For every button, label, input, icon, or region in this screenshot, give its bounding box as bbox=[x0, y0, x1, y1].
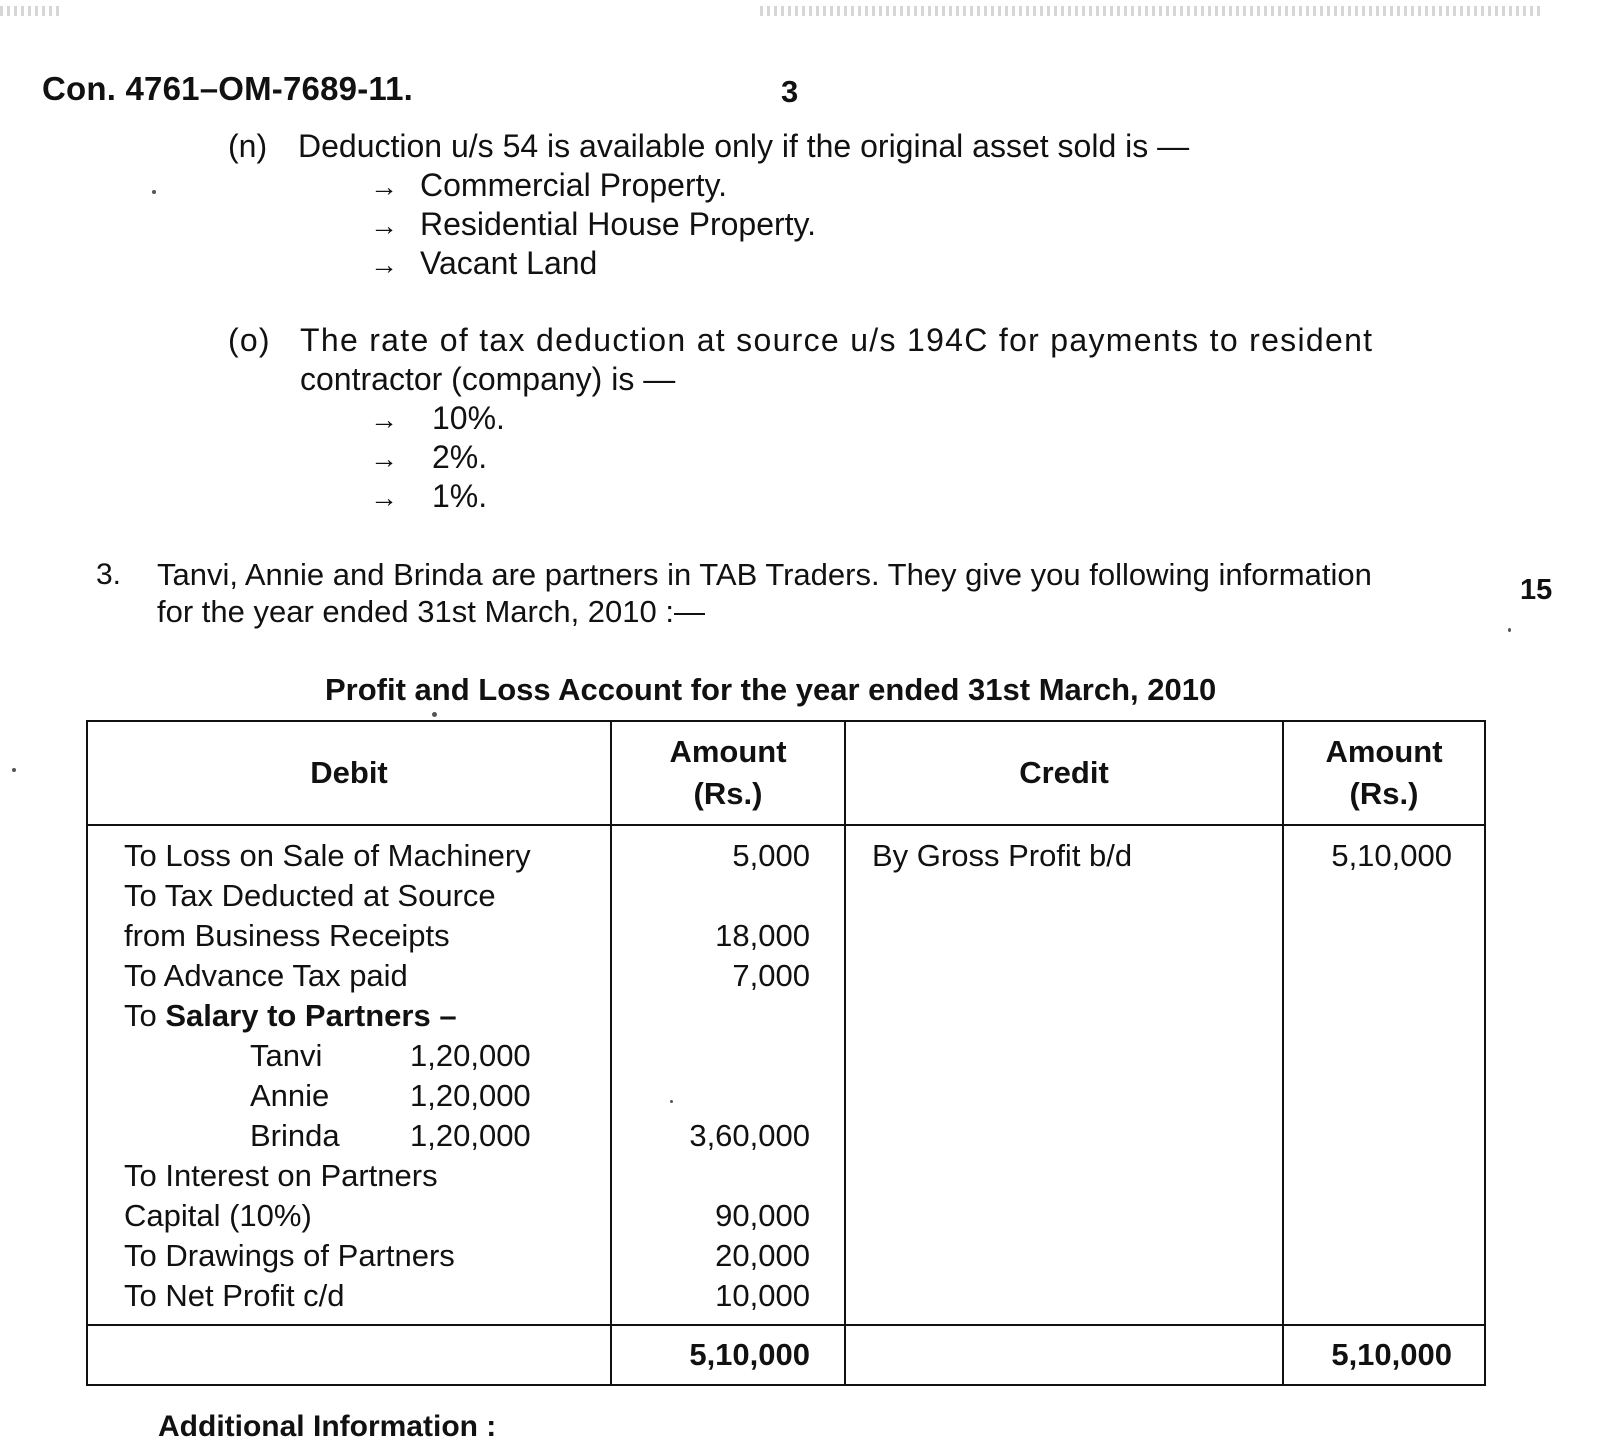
credit-amounts-cell bbox=[1283, 825, 1485, 1325]
question-o-text-line1: The rate of tax deduction at source u/s 194C for payments to resident bbox=[300, 322, 1374, 358]
debit-header: Debit bbox=[87, 721, 611, 825]
profit-loss-table bbox=[86, 720, 1486, 1386]
partner-salary-row: Tanvi 1,20,000 bbox=[250, 1038, 531, 1073]
arrow-right-icon: → bbox=[370, 482, 398, 513]
scan-speck bbox=[670, 1100, 673, 1103]
total-row bbox=[87, 1325, 1485, 1385]
table-body-row bbox=[87, 825, 1485, 1325]
question-n-label: (n) bbox=[228, 128, 268, 164]
scan-speck bbox=[432, 712, 437, 717]
credit-total: 5,10,000 bbox=[1283, 1325, 1485, 1385]
debit-amount: 90,000 bbox=[715, 1198, 810, 1233]
salary-heading-line: To Salary to Partners – bbox=[124, 998, 457, 1033]
scan-noise bbox=[0, 6, 60, 16]
question-n-text: Deduction u/s 54 is available only if the original asset sold is — bbox=[298, 128, 1190, 164]
credit-line: By Gross Profit b/d bbox=[872, 838, 1133, 873]
arrow-right-icon: → bbox=[370, 210, 398, 241]
question-o-option: → 10%. bbox=[370, 400, 505, 436]
pl-account-title: Profit and Loss Account for the year ended 31st March, 2010 bbox=[325, 672, 1217, 707]
paper-code: Con. 4761–OM-7689-11. bbox=[42, 70, 414, 107]
partner-salary-row: Brinda 1,20,000 bbox=[250, 1118, 531, 1153]
question-3-marks: 15 bbox=[1520, 574, 1553, 606]
debit-amount: 7,000 bbox=[732, 958, 810, 993]
question-o-label: (o) bbox=[228, 322, 271, 358]
question-o-option: → 2%. bbox=[370, 439, 488, 475]
question-o-option: → 1%. bbox=[370, 478, 488, 514]
debit-line: To Interest on Partners bbox=[124, 1158, 438, 1193]
question-n-option: → Vacant Land bbox=[370, 245, 598, 281]
scan-speck bbox=[152, 190, 156, 194]
table-header-row bbox=[87, 721, 1485, 825]
arrow-right-icon: → bbox=[370, 171, 398, 202]
debit-total: 5,10,000 bbox=[611, 1325, 845, 1385]
debit-amount: 3,60,000 bbox=[689, 1118, 810, 1153]
debit-items-cell bbox=[87, 825, 611, 1325]
debit-line: To Loss on Sale of Machinery bbox=[124, 838, 531, 873]
scan-speck bbox=[1508, 628, 1511, 632]
arrow-right-icon: → bbox=[370, 249, 398, 280]
debit-amount: 20,000 bbox=[715, 1238, 810, 1273]
credit-items-cell bbox=[845, 825, 1283, 1325]
scan-speck bbox=[12, 768, 16, 772]
debit-line: To Advance Tax paid bbox=[124, 958, 408, 993]
question-3-number: 3. bbox=[96, 558, 122, 591]
debit-line: To Drawings of Partners bbox=[124, 1238, 455, 1273]
debit-amount: 10,000 bbox=[715, 1278, 810, 1313]
additional-information-heading: Additional Information : bbox=[158, 1410, 497, 1443]
debit-amount: 18,000 bbox=[715, 918, 810, 953]
debit-line: Capital (10%) bbox=[124, 1198, 312, 1233]
page-number: 3 bbox=[781, 74, 799, 109]
debit-amount: 5,000 bbox=[732, 838, 810, 873]
debit-amount-header: Amount (Rs.) bbox=[611, 721, 845, 825]
question-3-text-line1: Tanvi, Annie and Brinda are partners in TAB Traders. They give you following information bbox=[157, 557, 1372, 592]
partner-salary-row: Annie 1,20,000 bbox=[250, 1078, 531, 1113]
question-n-option: → Commercial Property. bbox=[370, 167, 728, 203]
scan-noise bbox=[760, 6, 1540, 16]
arrow-right-icon: → bbox=[370, 404, 398, 435]
debit-amounts-cell bbox=[611, 825, 845, 1325]
question-3-text-line2: for the year ended 31st March, 2010 :— bbox=[157, 594, 705, 629]
credit-header: Credit bbox=[845, 721, 1283, 825]
debit-line: To Tax Deducted at Source bbox=[124, 878, 496, 913]
debit-line: To Net Profit c/d bbox=[124, 1278, 345, 1313]
question-n-option: → Residential House Property. bbox=[370, 206, 817, 242]
arrow-right-icon: → bbox=[370, 443, 398, 474]
question-o-text-line2: contractor (company) is — bbox=[300, 361, 676, 397]
debit-line: from Business Receipts bbox=[124, 918, 450, 953]
credit-amount: 5,10,000 bbox=[1331, 838, 1452, 873]
credit-amount-header: Amount (Rs.) bbox=[1283, 721, 1485, 825]
